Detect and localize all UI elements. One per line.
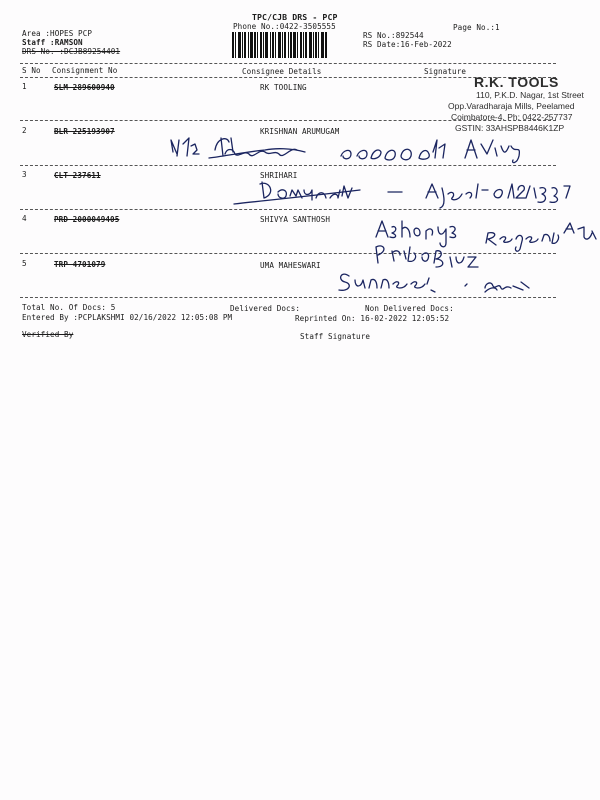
row-2-consignee: KRISHNAN ARUMUGAM	[260, 127, 340, 136]
area-label: Area :HOPES PCP	[22, 29, 93, 38]
staff-signature-label: Staff Signature	[300, 332, 371, 341]
column-header-consignee: Consignee Details	[242, 67, 322, 76]
row-2-consignment: BLR 225193907	[54, 127, 115, 136]
signature-row-2	[165, 130, 565, 175]
row-5-consignee: UMA MAHESWARI	[260, 261, 321, 270]
delivered-docs: Delivered Docs:	[230, 304, 301, 313]
stamp-address-line: Opp.Varadharaja Mills, Peelamed	[448, 101, 575, 111]
non-delivered-docs: Non Delivered Docs:	[365, 304, 454, 313]
row-2-sno: 2	[22, 126, 27, 135]
row-3-sno: 3	[22, 170, 27, 179]
entered-by: Entered By :PCPLAKSHMI 02/16/2022 12:05:08 PM	[22, 313, 233, 322]
row-5-sno: 5	[22, 259, 27, 268]
column-header-sno: S No	[22, 66, 41, 75]
row-4-consignee: SHIVYA SANTHOSH	[260, 215, 331, 224]
total-docs: Total No. Of Docs: 5	[22, 303, 116, 312]
row-4-sno: 4	[22, 214, 27, 223]
column-header-consignment: Consignment No	[52, 66, 118, 75]
row-3-consignment: CLT 237611	[54, 171, 101, 180]
page-number: Page No.:1	[453, 23, 500, 32]
row-1-consignee: RK TOOLING	[260, 83, 307, 92]
barcode-image	[232, 32, 362, 58]
phone-number: Phone No.:0422-3505555	[233, 22, 336, 31]
reprinted-on: Reprinted On: 16-02-2022 12:05:52	[295, 314, 450, 323]
row-1-sno: 1	[22, 82, 27, 91]
staff-label: Staff :RAMSON	[22, 38, 83, 47]
stamp-address-line: 110, P.K.D. Nagar, 1st Street	[476, 90, 584, 100]
stamp-gstin-line: GSTIN: 33AHSPB8446K1ZP	[455, 123, 565, 133]
stamp-phone-line: Coimbatore-4. Ph: 0422-257737	[451, 112, 573, 122]
drs-number: DRS No. :DCJB89254401	[22, 47, 121, 56]
row-3-consignee: SHRIHARI	[260, 171, 298, 180]
verified-by-label: Verified By	[22, 330, 74, 339]
column-header-signature: Signature	[424, 67, 467, 76]
row-1-consignment: SLM 289600940	[54, 83, 115, 92]
sheet-title: TPC/CJB DRS - PCP	[252, 12, 338, 22]
header-divider-top	[20, 63, 556, 64]
row-4-consignment: PRD 2000049405	[54, 215, 120, 224]
row-5-consignment: TRP 4701079	[54, 260, 106, 269]
rs-number: RS No.:892544	[363, 31, 424, 40]
stamp-company-name: R.K. TOOLS	[474, 74, 559, 90]
rs-date: RS Date:16-Feb-2022	[363, 40, 452, 49]
signature-row-5	[335, 258, 595, 302]
signature-row-3	[230, 176, 590, 210]
